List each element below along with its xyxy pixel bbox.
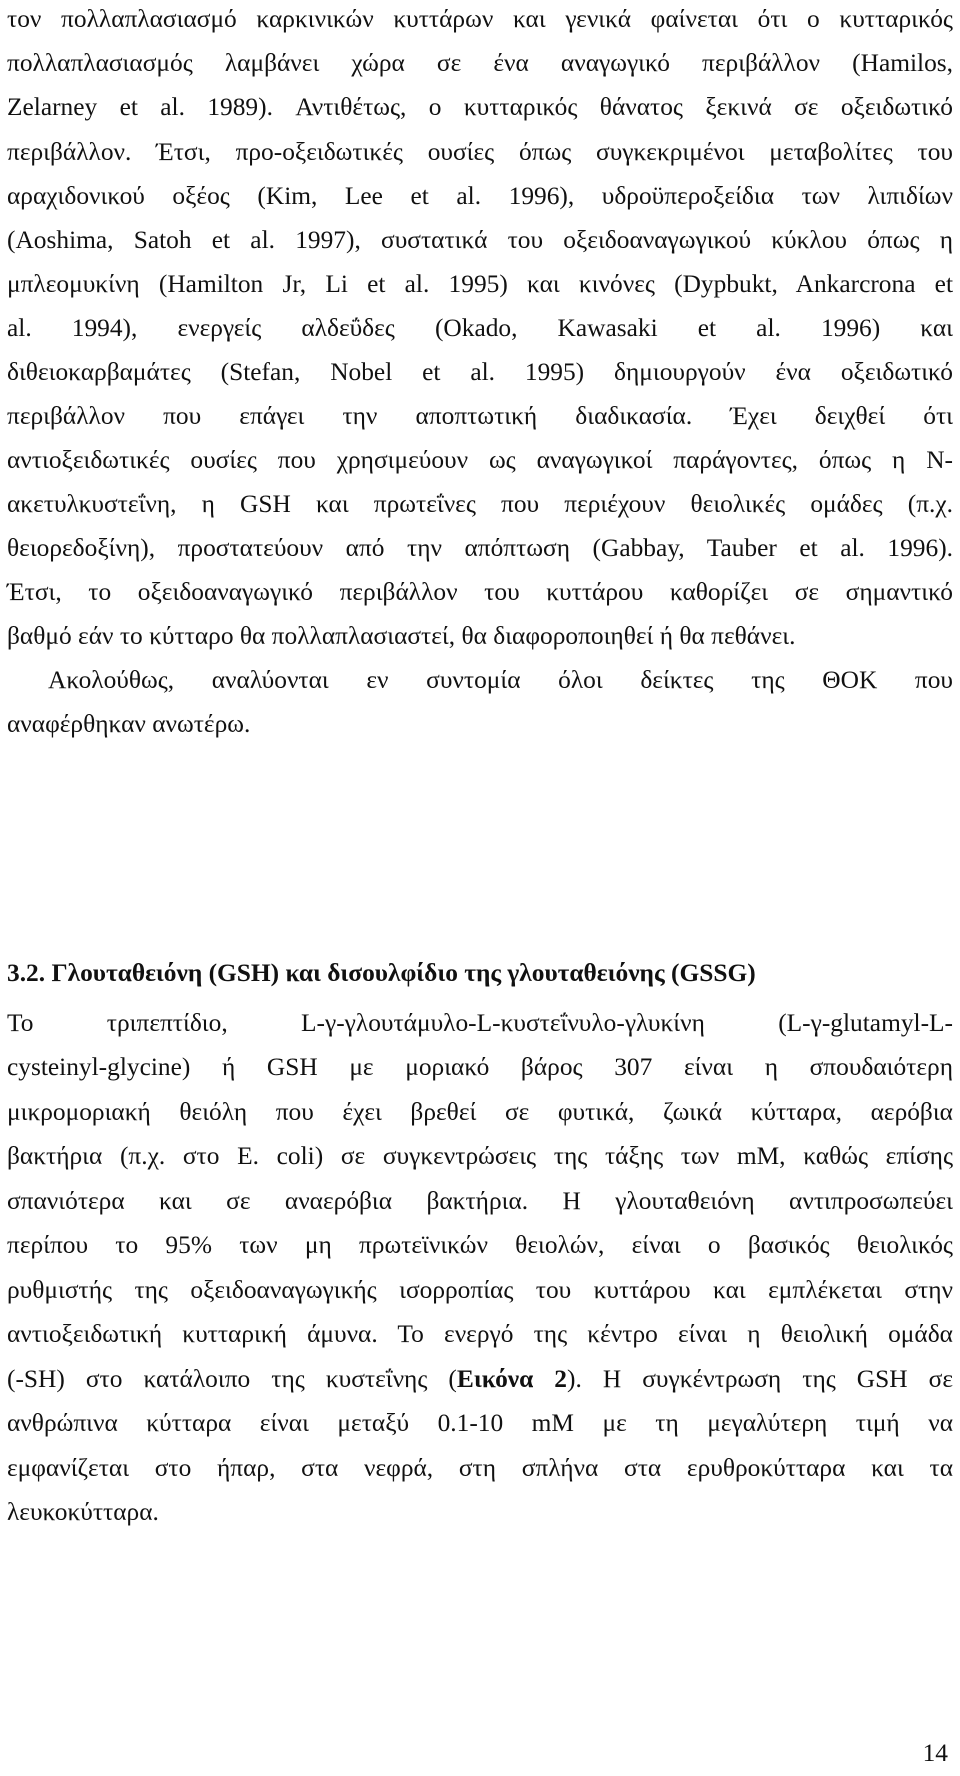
text-line: βαθμό εάν το κύτταρο θα πολλαπλασιαστεί, θα διαφοροποιηθεί ή θα πεθάνει.: [7, 622, 796, 650]
text-line: πολλαπλασιασμός λαμβάνει χώρα σε ένα αναγωγικό περιβάλλον (Hamilos,: [7, 49, 953, 77]
text-line: Το τριπεπτίδιο, L-γ-γλουτάμυλο-L-κυστεΐνυλο-γλυκίνη (L-γ-glutamyl-L-: [7, 1009, 953, 1037]
text-line: διθειοκαρβαμάτες (Stefan, Nobel et al. 1995) δημιουργούν ένα οξειδωτικό: [7, 358, 953, 386]
text-line: λευκοκύτταρα.: [7, 1498, 159, 1526]
text-segment: (-SH) στο κατάλοιπο της κυστεΐνης (: [7, 1365, 457, 1393]
text-line: μπλεομυκίνη (Hamilton Jr, Li et al. 1995) και κινόνες (Dypbukt, Ankarcrona et: [7, 270, 953, 298]
text-segment: ). Η συγκέντρωση της GSH σε: [567, 1365, 953, 1393]
text-line: βακτήρια (π.χ. στο E. coli) σε συγκεντρώσεις της τάξης των mM, καθώς επίσης: [7, 1142, 953, 1170]
text-line: περίπου το 95% των μη πρωτεϊνικών θειολών, είναι ο βασικός θειολικός: [7, 1231, 953, 1259]
text-line: [7, 1363, 953, 1395]
text-line: σπανιότερα και σε αναερόβια βακτήρια. Η γλουταθειόνη αντιπροσωπεύει: [7, 1187, 953, 1215]
text-line: Ακολούθως, αναλύονται εν συντομία όλοι δείκτες της ΘΟΚ που: [48, 666, 953, 694]
text-line: ανθρώπινα κύτταρα είναι μεταξύ 0.1-10 mM με τη μεγαλύτερη τιμή να: [7, 1409, 953, 1437]
text-line: al. 1994), ενεργείς αλδεΰδες (Okado, Kawasaki et al. 1996) και: [7, 314, 953, 342]
figure-reference: Εικόνα 2: [456, 1365, 568, 1393]
text-line: αντιοξειδωτική κυτταρική άμυνα. Το ενεργό της κέντρο είναι η θειολική ομάδα: [7, 1320, 953, 1348]
text-line: περιβάλλον που επάγει την αποπτωτική διαδικασία. Έχει δειχθεί ότι: [7, 402, 953, 430]
text-line: αναφέρθηκαν ανωτέρω.: [7, 710, 251, 738]
text-line: θειορεδοξίνη), προστατεύουν από την απόπτωση (Gabbay, Tauber et al. 1996).: [7, 534, 953, 562]
text-line: Zelarney et al. 1989). Αντιθέτως, ο κυτταρικός θάνατος ξεκινά σε οξειδωτικό: [7, 93, 953, 121]
text-line: μικρομοριακή θειόλη που έχει βρεθεί σε φυτικά, ζωικά κύτταρα, αερόβια: [7, 1098, 953, 1126]
text-line: αραχιδονικού οξέος (Kim, Lee et al. 1996), υδροϋπεροξείδια των λιπιδίων: [7, 182, 953, 210]
text-line: τον πολλαπλασιασμό καρκινικών κυττάρων και γενικά φαίνεται ότι ο κυτταρικός: [7, 5, 953, 33]
section-title: Γλουταθειόνη (GSH) και δισουλφίδιο της γλουταθειόνης (GSSG): [45, 959, 756, 987]
text-line: ρυθμιστής της οξειδοαναγωγικής ισορροπίας του κυττάρου και εμπλέκεται στην: [7, 1276, 953, 1304]
section-number: 3.2.: [7, 959, 46, 987]
text-line: cysteinyl-glycine) ή GSH με μοριακό βάρος 307 είναι η σπουδαιότερη: [7, 1053, 953, 1081]
text-line: εμφανίζεται στο ήπαρ, στα νεφρά, στη σπλήνα στα ερυθροκύτταρα και τα: [7, 1454, 953, 1482]
text-line: (Aoshima, Satoh et al. 1997), συστατικά του οξειδοαναγωγικού κύκλου όπως η: [7, 226, 953, 254]
text-line: Έτσι, το οξειδοαναγωγικό περιβάλλον του κυττάρου καθορίζει σε σημαντικό: [7, 578, 953, 606]
text-line: περιβάλλον. Έτσι, προ-οξειδωτικές ουσίες όπως συγκεκριμένοι μεταβολίτες του: [7, 138, 953, 166]
page-number: 14: [922, 1739, 948, 1767]
section-heading: [7, 957, 756, 989]
text-line: αντιοξειδωτικές ουσίες που χρησιμεύουν ως αναγωγικοί παράγοντες, όπως η N-: [7, 446, 953, 474]
text-line: ακετυλκυστεΐνη, η GSH και πρωτεΐνες που περιέχουν θειολικές ομάδες (π.χ.: [7, 490, 953, 518]
